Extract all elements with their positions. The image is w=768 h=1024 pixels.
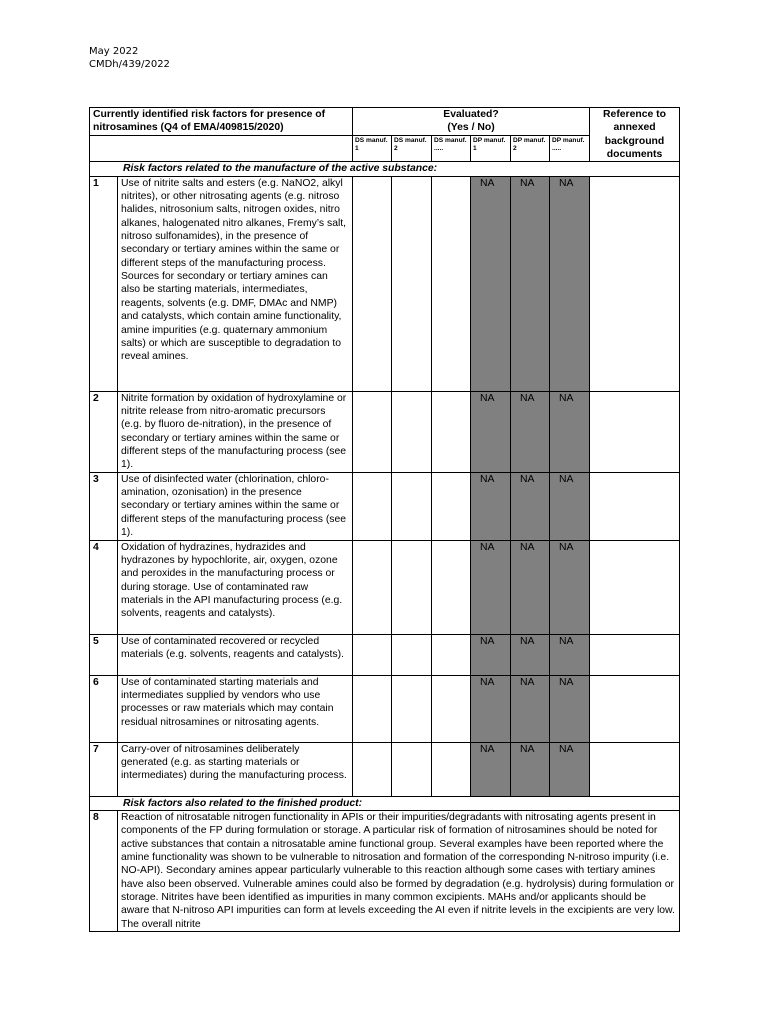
- row-number: 5: [90, 634, 118, 675]
- risk-factor-table: [89, 107, 680, 932]
- ds-manuf-2-cell: [392, 391, 432, 472]
- row-number: 8: [90, 810, 118, 931]
- header-reference: CMDh/439/2022: [89, 59, 170, 70]
- dp-manuf-etc-cell: NA: [550, 675, 590, 742]
- row-number: 6: [90, 675, 118, 742]
- ds-manuf-1-cell: [353, 176, 392, 391]
- col-dp-manuf-etc: DP manuf. .....: [550, 136, 590, 162]
- row-text: Nitrite formation by oxidation of hydroxylamine or nitrite release from nitro-aromatic precursors (e.g. by fluoro de-nitration), in the presence of secondary or tertiary amines within the same or different steps of the manufacturing process (see 1).: [118, 391, 353, 472]
- row-text: Oxidation of hydrazines, hydrazides and hydrazones by hypochlorite, air, oxygen, ozone and peroxides in the manufacturing process or during storage. Use of contaminated raw materials in the API manufacturing process (e.g. solvents, reagents and catalysts).: [118, 540, 353, 634]
- dp-manuf-1-cell: NA: [471, 176, 511, 391]
- col-dp-manuf-2: DP manuf. 2: [511, 136, 550, 162]
- reference-cell: [590, 634, 680, 675]
- reference-cell: [590, 391, 680, 472]
- ds-manuf-1-cell: [353, 675, 392, 742]
- dp-manuf-1-cell: NA: [471, 742, 511, 796]
- reference-cell: [590, 742, 680, 796]
- table-row: [90, 540, 680, 634]
- row-text: Use of nitrite salts and esters (e.g. NaNO2, alkyl nitrites), or other nitrosating agents (e.g. nitroso halides, nitrosonium salts, nitrogen oxides, nitro alkanes, halogenated nitro alkanes, Fremy’s salt, nitroso sulfonamides), in the presence of secondary or tertiary amines within the same or different steps of the manufacturing process. Sources for secondary or tertiary amines can also be starting materials, intermediates, reagents, solvents (e.g. DMF, DMAc and NMP) and catalysts, which contain amine functionality, amine impurities (e.g. quaternary ammonium salts) or which are susceptible to degradation to reveal amines.: [118, 176, 353, 391]
- dp-manuf-etc-cell: NA: [550, 634, 590, 675]
- col-ds-manuf-1: DS manuf. 1: [353, 136, 392, 162]
- row-text: Use of contaminated recovered or recycled materials (e.g. solvents, reagents and catalysts).: [118, 634, 353, 675]
- dp-manuf-1-cell: NA: [471, 634, 511, 675]
- table-row: [90, 634, 680, 675]
- ds-manuf-etc-cell: [432, 540, 471, 634]
- dp-manuf-1-cell: NA: [471, 540, 511, 634]
- ds-manuf-etc-cell: [432, 634, 471, 675]
- evaluated-header: [353, 108, 590, 136]
- ds-manuf-1-cell: [353, 634, 392, 675]
- row-number: 3: [90, 472, 118, 540]
- row-number: 1: [90, 176, 118, 391]
- ds-manuf-1-cell: [353, 391, 392, 472]
- ds-manuf-2-cell: [392, 472, 432, 540]
- row-text: Use of contaminated starting materials and intermediates supplied by vendors who use processes or raw materials which may contain residual nitrosamines or nitrosating agents.: [118, 675, 353, 742]
- table-row: [90, 742, 680, 796]
- ds-manuf-2-cell: [392, 540, 432, 634]
- ds-manuf-2-cell: [392, 675, 432, 742]
- dp-manuf-etc-cell: NA: [550, 176, 590, 391]
- ds-manuf-1-cell: [353, 540, 392, 634]
- ds-manuf-2-cell: [392, 176, 432, 391]
- col-ds-manuf-2: DS manuf. 2: [392, 136, 432, 162]
- dp-manuf-etc-cell: NA: [550, 540, 590, 634]
- reference-cell: [590, 540, 680, 634]
- header-date: May 2022: [89, 46, 139, 57]
- dp-manuf-2-cell: NA: [511, 742, 550, 796]
- ds-manuf-etc-cell: [432, 391, 471, 472]
- col-ds-manuf-etc: DS manuf. .....: [432, 136, 471, 162]
- section-row-active-substance: [90, 162, 680, 176]
- row-number: 2: [90, 391, 118, 472]
- dp-manuf-2-cell: NA: [511, 675, 550, 742]
- evaluated-label: Evaluated?: [443, 109, 499, 120]
- row-text: Carry-over of nitrosamines deliberately generated (e.g. as starting materials or intermediates) during the manufacturing process.: [118, 742, 353, 796]
- row-number: 7: [90, 742, 118, 796]
- reference-cell: [590, 176, 680, 391]
- row-text: Reaction of nitrosatable nitrogen functionality in APIs or their impurities/degradants with nitrosating agents present in components of the FP during formulation or storage. A particular risk of formation of nitrosamines should be noted for active substances that contain a nitrosatable amine functional group. Several examples have been reported where the amine functionality was shown to be vulnerable to nitrosation and formation of the corresponding N-nitroso impurity (i.e. NO-API). Secondary amines appear particularly vulnerable to this reaction although some cases with tertiary amines have also been observed. Vulnerable amines could also be formed by degradation (e.g. hydrolysis) during formulation or storage. Nitrites have been identified as impurities in many common excipients. MAHs and/or applicants should be aware that N-nitroso API impurities can form at levels exceeding the AI even if nitrite levels in the excipients are very low. The overall nitrite: [118, 810, 680, 931]
- ds-manuf-1-cell: [353, 472, 392, 540]
- empty-subheader-cell: [90, 136, 353, 162]
- table-row: [90, 391, 680, 472]
- ds-manuf-1-cell: [353, 742, 392, 796]
- ds-manuf-etc-cell: [432, 176, 471, 391]
- section-title-finished-product: Risk factors also related to the finished product:: [90, 796, 680, 810]
- section-row-finished-product: [90, 796, 680, 810]
- table-row: [90, 810, 680, 931]
- row-text: Use of disinfected water (chlorination, chloro-amination, ozonisation) in the presence secondary or tertiary amines within the same or different steps of the manufacturing process (see 1).: [118, 472, 353, 540]
- reference-cell: [590, 472, 680, 540]
- document-header: [89, 45, 170, 71]
- section-title-active-substance: Risk factors related to the manufacture of the active substance:: [90, 162, 680, 176]
- ds-manuf-2-cell: [392, 742, 432, 796]
- ds-manuf-2-cell: [392, 634, 432, 675]
- dp-manuf-etc-cell: NA: [550, 472, 590, 540]
- table-row: [90, 176, 680, 391]
- reference-header: Reference to annexed background documents: [590, 108, 680, 162]
- row-number: 4: [90, 540, 118, 634]
- table-row: [90, 472, 680, 540]
- dp-manuf-2-cell: NA: [511, 540, 550, 634]
- dp-manuf-2-cell: NA: [511, 391, 550, 472]
- dp-manuf-1-cell: NA: [471, 472, 511, 540]
- table-row: [90, 675, 680, 742]
- ds-manuf-etc-cell: [432, 675, 471, 742]
- dp-manuf-2-cell: NA: [511, 634, 550, 675]
- dp-manuf-2-cell: NA: [511, 176, 550, 391]
- dp-manuf-etc-cell: NA: [550, 391, 590, 472]
- dp-manuf-2-cell: NA: [511, 472, 550, 540]
- dp-manuf-1-cell: NA: [471, 675, 511, 742]
- dp-manuf-1-cell: NA: [471, 391, 511, 472]
- ds-manuf-etc-cell: [432, 742, 471, 796]
- yes-no-label: (Yes / No): [447, 122, 495, 134]
- ds-manuf-etc-cell: [432, 472, 471, 540]
- reference-cell: [590, 675, 680, 742]
- dp-manuf-etc-cell: NA: [550, 742, 590, 796]
- table-title: Currently identified risk factors for presence of nitrosamines (Q4 of EMA/409815/2020): [90, 108, 353, 136]
- table-header-row: [90, 108, 680, 136]
- col-dp-manuf-1: DP manuf. 1: [471, 136, 511, 162]
